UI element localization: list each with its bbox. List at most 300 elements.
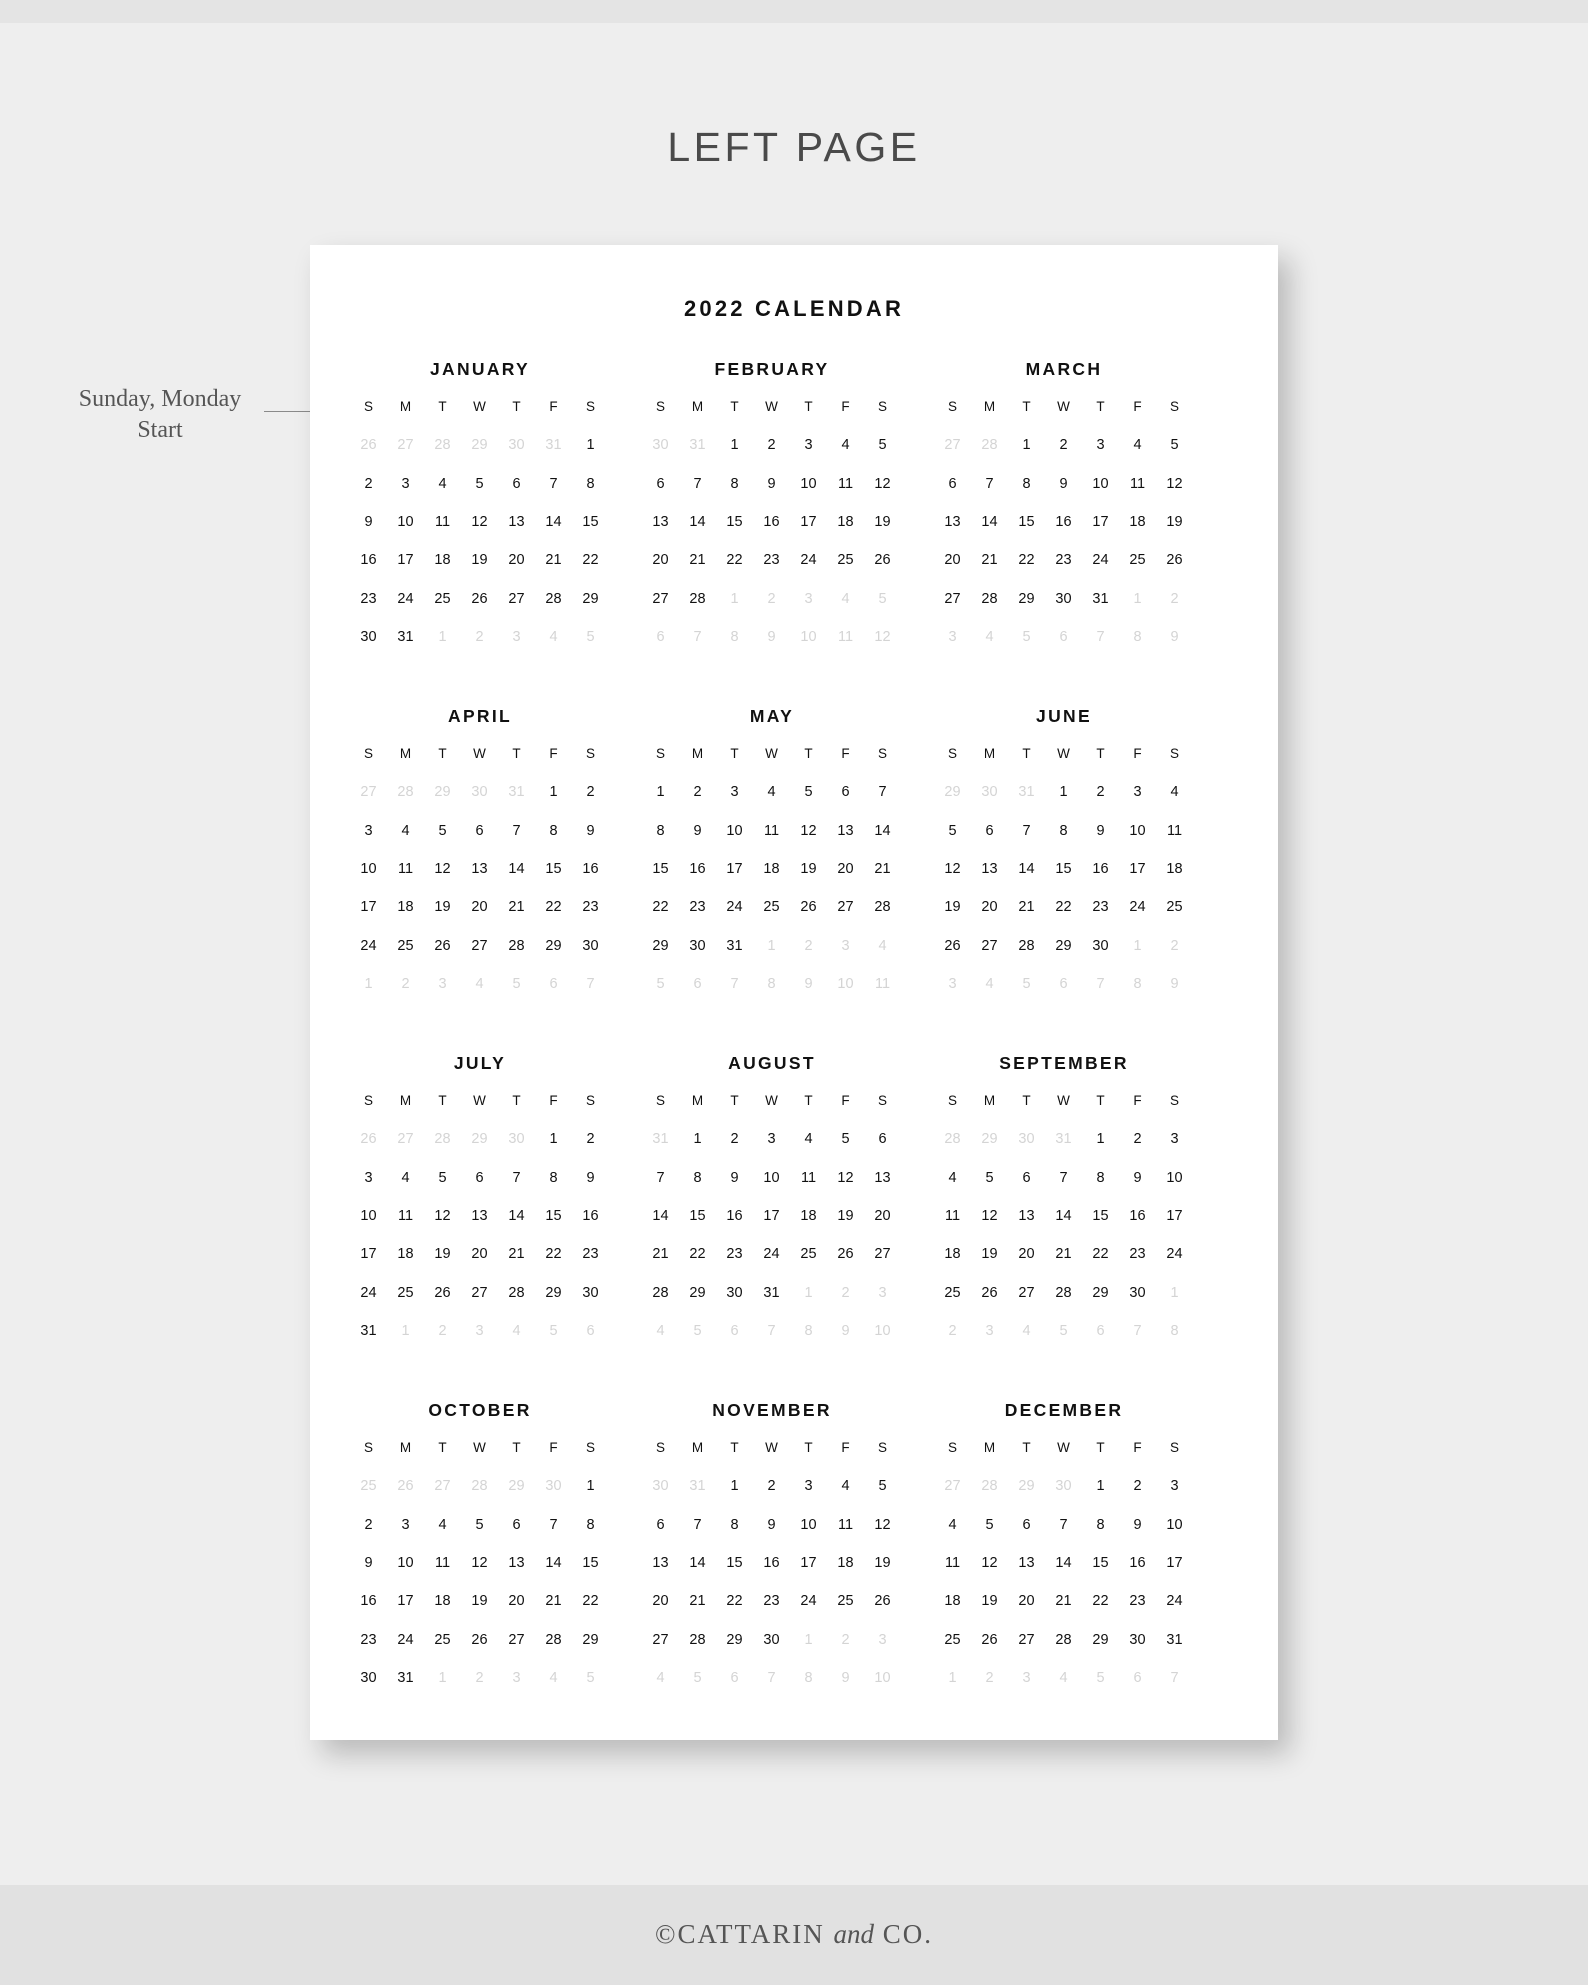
date-cell: 3 xyxy=(401,475,410,492)
weekday-header-row xyxy=(934,386,1193,426)
date-cell: 17 xyxy=(360,899,377,916)
weekday-label: S xyxy=(1169,745,1179,761)
adjacent-month-date: 12 xyxy=(874,629,891,646)
date-cell: 26 xyxy=(837,1246,854,1263)
date-cell: 2 xyxy=(586,1131,595,1148)
date-cell: 18 xyxy=(434,1593,451,1610)
adjacent-month-date: 4 xyxy=(656,1670,665,1687)
weekday-label: M xyxy=(399,398,412,414)
date-cell: 3 xyxy=(1170,1478,1179,1495)
date-cell: 16 xyxy=(763,513,780,530)
date-cell: 22 xyxy=(1092,1593,1109,1610)
week-row xyxy=(934,580,1193,618)
adjacent-month-date: 6 xyxy=(1096,1323,1105,1340)
date-cell: 9 xyxy=(364,513,373,530)
date-cell: 30 xyxy=(582,1284,599,1301)
date-cell: 17 xyxy=(800,513,817,530)
date-cell: 27 xyxy=(1018,1284,1035,1301)
adjacent-month-date: 5 xyxy=(1059,1323,1068,1340)
date-cell: 5 xyxy=(841,1131,850,1148)
weekday-label: T xyxy=(512,398,521,414)
date-cell: 10 xyxy=(1129,822,1146,839)
date-cell: 12 xyxy=(471,513,488,530)
weekday-label: S xyxy=(655,398,665,414)
adjacent-month-date: 6 xyxy=(693,976,702,993)
adjacent-month-date: 31 xyxy=(508,784,525,801)
week-row xyxy=(934,1158,1193,1196)
adjacent-month-date: 29 xyxy=(1018,1478,1035,1495)
week-row xyxy=(350,1621,609,1659)
weekday-label: F xyxy=(1133,1439,1142,1455)
adjacent-month-date: 26 xyxy=(360,437,377,454)
weekday-label: T xyxy=(730,1092,739,1108)
date-cell: 1 xyxy=(586,437,595,454)
weekday-label: S xyxy=(363,398,373,414)
date-cell: 29 xyxy=(1055,937,1072,954)
date-cell: 30 xyxy=(582,937,599,954)
date-cell: 22 xyxy=(545,1246,562,1263)
month-february xyxy=(642,357,902,669)
weekday-label: W xyxy=(473,745,486,761)
date-cell: 6 xyxy=(841,784,850,801)
date-cell: 3 xyxy=(1133,784,1142,801)
date-cell: 15 xyxy=(1092,1554,1109,1571)
date-cell: 11 xyxy=(434,1554,451,1571)
date-cell: 19 xyxy=(874,1554,891,1571)
adjacent-month-date: 2 xyxy=(767,590,776,607)
adjacent-month-date: 1 xyxy=(1133,937,1142,954)
date-cell: 1 xyxy=(549,784,558,801)
date-cell: 6 xyxy=(475,822,484,839)
date-cell: 19 xyxy=(874,513,891,530)
date-cell: 12 xyxy=(944,860,961,877)
date-cell: 13 xyxy=(1018,1207,1035,1224)
date-cell: 10 xyxy=(1166,1169,1183,1186)
adjacent-month-date: 1 xyxy=(438,1670,447,1687)
week-row xyxy=(934,1197,1193,1235)
weekday-label: S xyxy=(585,1439,595,1455)
weekday-header-row xyxy=(350,1427,609,1467)
date-cell: 11 xyxy=(763,822,780,839)
date-cell: 22 xyxy=(1092,1246,1109,1263)
week-row xyxy=(350,1274,609,1312)
adjacent-month-date: 6 xyxy=(730,1670,739,1687)
date-cell: 20 xyxy=(471,1246,488,1263)
adjacent-month-date: 9 xyxy=(1170,629,1179,646)
adjacent-month-date: 5 xyxy=(1022,629,1031,646)
date-cell: 3 xyxy=(401,1516,410,1533)
weekday-label: F xyxy=(841,1092,850,1108)
date-cell: 1 xyxy=(656,784,665,801)
adjacent-month-date: 3 xyxy=(878,1284,887,1301)
weekday-label: T xyxy=(1022,745,1031,761)
brand-name: ©CATTARIN xyxy=(654,1919,825,1949)
date-cell: 21 xyxy=(689,552,706,569)
date-cell: 26 xyxy=(800,899,817,916)
weekday-header-row xyxy=(934,1080,1193,1120)
adjacent-month-date: 5 xyxy=(586,1670,595,1687)
date-cell: 4 xyxy=(1133,437,1142,454)
date-cell: 16 xyxy=(726,1207,743,1224)
date-cell: 25 xyxy=(434,1631,451,1648)
date-cell: 24 xyxy=(1129,899,1146,916)
month-name: FEBRUARY xyxy=(714,359,830,379)
month-name: NOVEMBER xyxy=(712,1400,832,1420)
adjacent-month-date: 29 xyxy=(508,1478,525,1495)
date-cell: 24 xyxy=(1166,1246,1183,1263)
date-cell: 1 xyxy=(549,1131,558,1148)
week-row xyxy=(350,888,609,926)
adjacent-month-date: 6 xyxy=(549,976,558,993)
date-cell: 6 xyxy=(1022,1516,1031,1533)
adjacent-month-date: 1 xyxy=(730,590,739,607)
date-cell: 16 xyxy=(360,1593,377,1610)
adjacent-month-date: 5 xyxy=(693,1670,702,1687)
date-cell: 15 xyxy=(726,513,743,530)
date-cell: 15 xyxy=(1092,1207,1109,1224)
week-row xyxy=(642,773,901,811)
adjacent-month-date: 30 xyxy=(652,437,669,454)
date-cell: 22 xyxy=(1018,552,1035,569)
date-cell: 9 xyxy=(1096,822,1105,839)
date-cell: 20 xyxy=(874,1207,891,1224)
date-cell: 1 xyxy=(730,1478,739,1495)
date-cell: 19 xyxy=(434,899,451,916)
date-cell: 19 xyxy=(471,552,488,569)
weekday-header-row xyxy=(642,1427,901,1467)
date-cell: 29 xyxy=(545,1284,562,1301)
date-cell: 12 xyxy=(981,1554,998,1571)
weekday-label: S xyxy=(877,745,887,761)
date-cell: 9 xyxy=(767,475,776,492)
date-cell: 18 xyxy=(434,552,451,569)
date-cell: 16 xyxy=(582,860,599,877)
week-row xyxy=(642,426,901,464)
date-cell: 2 xyxy=(730,1131,739,1148)
adjacent-month-date: 4 xyxy=(878,937,887,954)
date-cell: 18 xyxy=(837,513,854,530)
adjacent-month-date: 31 xyxy=(1018,784,1035,801)
date-cell: 5 xyxy=(804,784,813,801)
weekday-header-row xyxy=(350,386,609,426)
adjacent-month-date: 26 xyxy=(397,1478,414,1495)
adjacent-month-date: 7 xyxy=(730,976,739,993)
week-row xyxy=(350,1544,609,1582)
adjacent-month-date: 9 xyxy=(1170,976,1179,993)
adjacent-month-date: 8 xyxy=(804,1323,813,1340)
date-cell: 17 xyxy=(800,1554,817,1571)
adjacent-month-date: 4 xyxy=(1022,1323,1031,1340)
date-cell: 26 xyxy=(471,590,488,607)
date-cell: 3 xyxy=(804,437,813,454)
adjacent-month-date: 3 xyxy=(804,590,813,607)
date-cell: 27 xyxy=(652,1631,669,1648)
week-row xyxy=(642,503,901,541)
week-row xyxy=(934,1621,1193,1659)
week-row xyxy=(934,464,1193,502)
week-row xyxy=(642,1274,901,1312)
date-cell: 26 xyxy=(944,937,961,954)
week-row xyxy=(642,811,901,849)
adjacent-month-date: 7 xyxy=(767,1670,776,1687)
date-cell: 9 xyxy=(730,1169,739,1186)
adjacent-month-date: 5 xyxy=(586,629,595,646)
weekday-label: T xyxy=(1096,745,1105,761)
month-name: MARCH xyxy=(1025,359,1103,379)
date-cell: 9 xyxy=(586,822,595,839)
week-row xyxy=(350,580,609,618)
adjacent-month-date: 30 xyxy=(1055,1478,1072,1495)
adjacent-month-date: 2 xyxy=(841,1284,850,1301)
weekday-label: T xyxy=(438,398,447,414)
date-cell: 13 xyxy=(652,513,669,530)
date-cell: 22 xyxy=(545,899,562,916)
weekday-label: W xyxy=(1057,1092,1070,1108)
week-row xyxy=(642,888,901,926)
month-october xyxy=(350,1398,610,1710)
date-cell: 3 xyxy=(767,1131,776,1148)
date-cell: 27 xyxy=(508,590,525,607)
adjacent-month-date: 27 xyxy=(944,437,961,454)
date-cell: 30 xyxy=(763,1631,780,1648)
adjacent-month-date: 7 xyxy=(1133,1323,1142,1340)
date-cell: 8 xyxy=(730,1516,739,1533)
date-cell: 23 xyxy=(1092,899,1109,916)
date-cell: 18 xyxy=(397,1246,414,1263)
date-cell: 17 xyxy=(726,860,743,877)
date-cell: 2 xyxy=(1133,1478,1142,1495)
date-cell: 18 xyxy=(944,1593,961,1610)
adjacent-month-date: 28 xyxy=(397,784,414,801)
date-cell: 12 xyxy=(434,1207,451,1224)
adjacent-month-date: 5 xyxy=(693,1323,702,1340)
date-cell: 31 xyxy=(1092,590,1109,607)
date-cell: 10 xyxy=(1092,475,1109,492)
date-cell: 30 xyxy=(1129,1284,1146,1301)
date-cell: 29 xyxy=(1092,1631,1109,1648)
date-cell: 2 xyxy=(586,784,595,801)
weekday-label: M xyxy=(691,398,704,414)
date-cell: 23 xyxy=(360,590,377,607)
adjacent-month-date: 3 xyxy=(878,1631,887,1648)
adjacent-month-date: 28 xyxy=(471,1478,488,1495)
date-cell: 7 xyxy=(512,822,521,839)
month-november xyxy=(642,1398,902,1710)
date-cell: 23 xyxy=(763,1593,780,1610)
date-cell: 5 xyxy=(438,822,447,839)
date-cell: 25 xyxy=(800,1246,817,1263)
weekday-label: W xyxy=(1057,1439,1070,1455)
weekday-label: M xyxy=(691,1439,704,1455)
date-cell: 14 xyxy=(1055,1554,1072,1571)
weekday-label: T xyxy=(1096,1439,1105,1455)
date-cell: 21 xyxy=(689,1593,706,1610)
month-september xyxy=(934,1051,1194,1363)
date-cell: 21 xyxy=(874,860,891,877)
date-cell: 11 xyxy=(837,1516,854,1533)
adjacent-month-date: 29 xyxy=(471,437,488,454)
month-name: AUGUST xyxy=(728,1053,816,1073)
date-cell: 23 xyxy=(582,899,599,916)
adjacent-month-date: 28 xyxy=(434,1131,451,1148)
adjacent-month-date: 30 xyxy=(471,784,488,801)
weekday-label: S xyxy=(877,1439,887,1455)
adjacent-month-date: 8 xyxy=(804,1670,813,1687)
date-cell: 5 xyxy=(985,1169,994,1186)
weekday-header-row xyxy=(642,1080,901,1120)
date-cell: 7 xyxy=(985,475,994,492)
weekday-label: F xyxy=(841,1439,850,1455)
date-cell: 25 xyxy=(1129,552,1146,569)
weekday-label: S xyxy=(947,1092,957,1108)
date-cell: 14 xyxy=(689,1554,706,1571)
date-cell: 25 xyxy=(837,1593,854,1610)
date-cell: 22 xyxy=(726,1593,743,1610)
week-row xyxy=(642,1197,901,1235)
date-cell: 6 xyxy=(656,475,665,492)
date-cell: 23 xyxy=(1129,1246,1146,1263)
adjacent-month-date: 1 xyxy=(804,1631,813,1648)
weekday-label: S xyxy=(655,745,665,761)
date-cell: 16 xyxy=(1092,860,1109,877)
date-cell: 10 xyxy=(397,513,414,530)
month-name: MAY xyxy=(749,706,795,726)
date-cell: 13 xyxy=(508,1554,525,1571)
date-cell: 4 xyxy=(1170,784,1179,801)
week-row xyxy=(642,965,901,1003)
weekday-label: S xyxy=(1169,1439,1179,1455)
adjacent-month-date: 8 xyxy=(1170,1323,1179,1340)
weekday-label: M xyxy=(983,1092,996,1108)
adjacent-month-date: 31 xyxy=(652,1131,669,1148)
date-cell: 16 xyxy=(360,552,377,569)
date-cell: 14 xyxy=(508,860,525,877)
date-cell: 13 xyxy=(508,513,525,530)
week-row xyxy=(642,1544,901,1582)
date-cell: 3 xyxy=(1096,437,1105,454)
week-row xyxy=(642,1235,901,1273)
week-row xyxy=(350,927,609,965)
date-cell: 14 xyxy=(545,1554,562,1571)
date-cell: 24 xyxy=(800,552,817,569)
date-cell: 5 xyxy=(878,1478,887,1495)
week-row xyxy=(642,1467,901,1505)
date-cell: 16 xyxy=(763,1554,780,1571)
adjacent-month-date: 1 xyxy=(804,1284,813,1301)
week-row xyxy=(934,1467,1193,1505)
adjacent-month-date: 7 xyxy=(693,629,702,646)
date-cell: 28 xyxy=(981,590,998,607)
date-cell: 29 xyxy=(1092,1284,1109,1301)
date-cell: 8 xyxy=(586,475,595,492)
date-cell: 21 xyxy=(508,899,525,916)
month-january xyxy=(350,357,610,669)
weekday-label: M xyxy=(983,398,996,414)
date-cell: 31 xyxy=(1166,1631,1183,1648)
date-cell: 15 xyxy=(1018,513,1035,530)
weekday-label: T xyxy=(438,1092,447,1108)
month-august xyxy=(642,1051,902,1363)
adjacent-month-date: 1 xyxy=(1170,1284,1179,1301)
date-cell: 2 xyxy=(693,784,702,801)
adjacent-month-date: 11 xyxy=(874,976,891,993)
date-cell: 23 xyxy=(689,899,706,916)
date-cell: 1 xyxy=(730,437,739,454)
adjacent-month-date: 31 xyxy=(689,437,706,454)
date-cell: 26 xyxy=(874,1593,891,1610)
week-row xyxy=(350,1158,609,1196)
week-row xyxy=(350,1467,609,1505)
adjacent-month-date: 10 xyxy=(874,1670,891,1687)
date-cell: 19 xyxy=(1166,513,1183,530)
date-cell: 7 xyxy=(693,475,702,492)
date-cell: 29 xyxy=(545,937,562,954)
date-cell: 8 xyxy=(1059,822,1068,839)
date-cell: 8 xyxy=(730,475,739,492)
date-cell: 25 xyxy=(837,552,854,569)
date-cell: 17 xyxy=(763,1207,780,1224)
adjacent-month-date: 7 xyxy=(1096,976,1105,993)
date-cell: 27 xyxy=(471,1284,488,1301)
week-row xyxy=(934,1274,1193,1312)
adjacent-month-date: 28 xyxy=(981,1478,998,1495)
date-cell: 7 xyxy=(1059,1516,1068,1533)
date-cell: 4 xyxy=(948,1169,957,1186)
date-cell: 30 xyxy=(726,1284,743,1301)
weekday-label: F xyxy=(549,1439,558,1455)
adjacent-month-date: 30 xyxy=(508,1131,525,1148)
weekday-label: M xyxy=(399,1439,412,1455)
adjacent-month-date: 29 xyxy=(434,784,451,801)
week-row xyxy=(642,850,901,888)
date-cell: 26 xyxy=(434,1284,451,1301)
date-cell: 20 xyxy=(508,552,525,569)
adjacent-month-date: 30 xyxy=(1018,1131,1035,1148)
adjacent-month-date: 26 xyxy=(360,1131,377,1148)
weekday-label: T xyxy=(512,1092,521,1108)
date-cell: 12 xyxy=(837,1169,854,1186)
date-cell: 10 xyxy=(763,1169,780,1186)
date-cell: 18 xyxy=(944,1246,961,1263)
adjacent-month-date: 4 xyxy=(549,629,558,646)
week-row xyxy=(642,927,901,965)
weekday-header-row xyxy=(350,1080,609,1120)
weekday-label: S xyxy=(363,1439,373,1455)
date-cell: 15 xyxy=(1055,860,1072,877)
adjacent-month-date: 1 xyxy=(438,629,447,646)
date-cell: 23 xyxy=(1129,1593,1146,1610)
weekday-label: W xyxy=(765,1092,778,1108)
week-row xyxy=(934,773,1193,811)
adjacent-month-date: 4 xyxy=(512,1323,521,1340)
weekday-label: S xyxy=(877,1092,887,1108)
date-cell: 28 xyxy=(874,899,891,916)
date-cell: 22 xyxy=(582,552,599,569)
date-cell: 20 xyxy=(837,860,854,877)
annotation-line2: Start xyxy=(137,417,183,443)
adjacent-month-date: 7 xyxy=(586,976,595,993)
week-row xyxy=(934,1582,1193,1620)
weekday-header-row xyxy=(350,733,609,773)
week-row xyxy=(350,426,609,464)
date-cell: 14 xyxy=(874,822,891,839)
date-cell: 12 xyxy=(1166,475,1183,492)
adjacent-month-date: 1 xyxy=(948,1670,957,1687)
date-cell: 13 xyxy=(981,860,998,877)
date-cell: 5 xyxy=(475,475,484,492)
date-cell: 10 xyxy=(800,1516,817,1533)
date-cell: 24 xyxy=(360,937,377,954)
